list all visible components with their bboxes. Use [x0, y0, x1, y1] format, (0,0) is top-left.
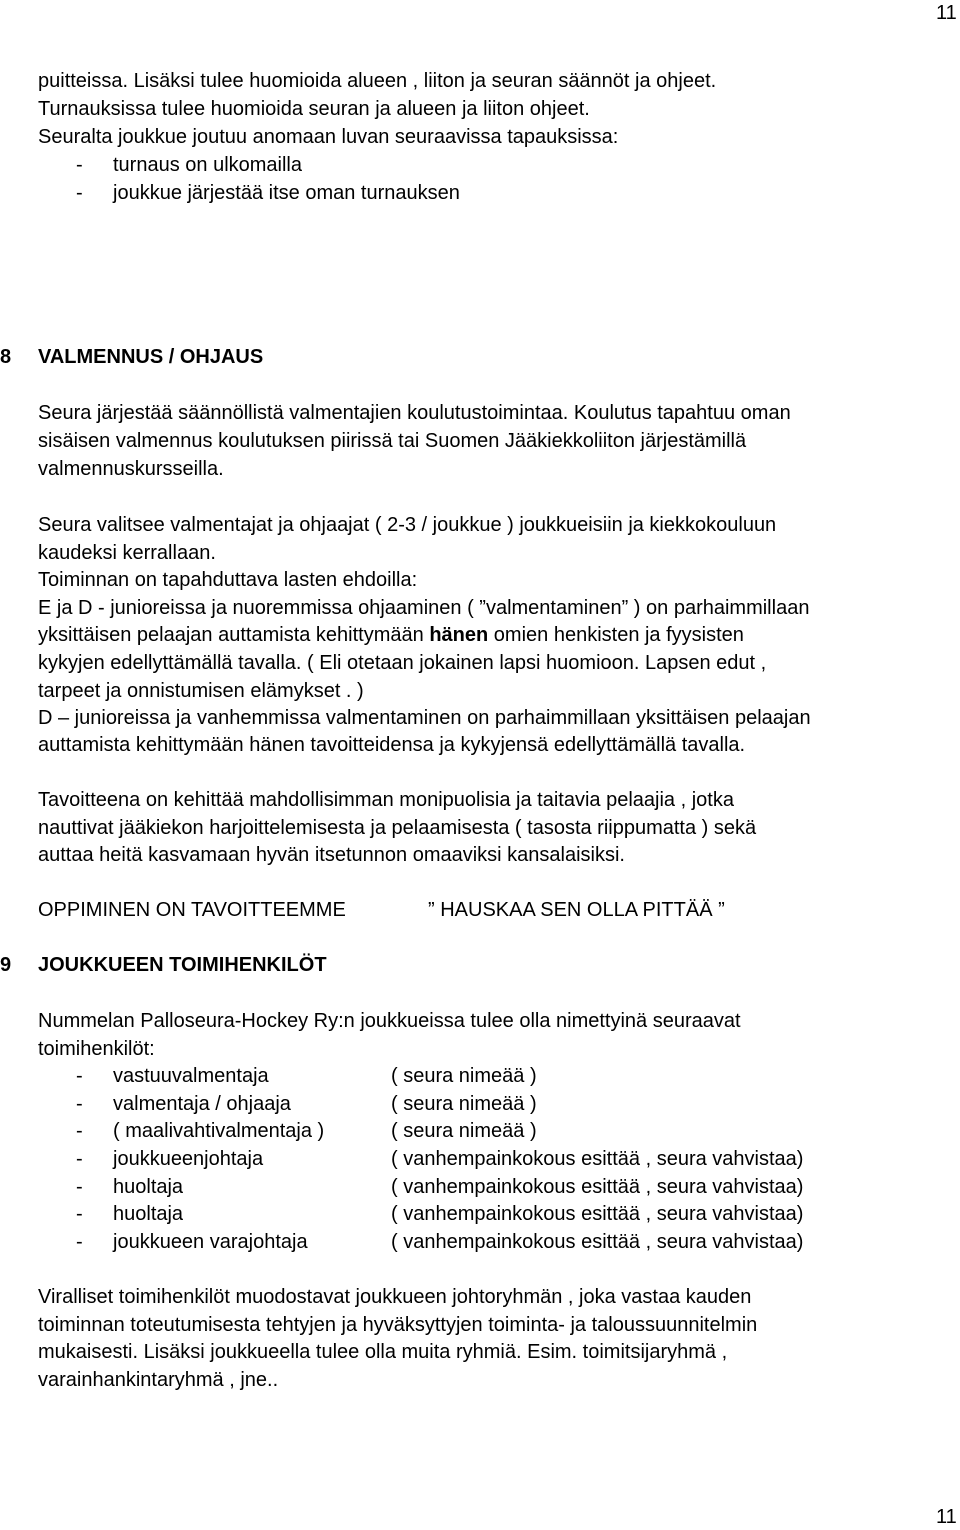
section-8-paragraph-line: Seura järjestää säännöllistä valmentajien koulutustoimintaa. Koulutus tapahtuu oman: [38, 402, 791, 424]
motto-right: ” HAUSKAA SEN OLLA PITTÄÄ ”: [428, 899, 725, 921]
role-dash: -: [76, 1148, 83, 1170]
section-9-closing-line: Viralliset toimihenkilöt muodostavat joukkueen johtoryhmän , joka vastaa kauden: [38, 1286, 752, 1308]
section-8-paragraph-line: tarpeet ja onnistumisen elämykset . ): [38, 680, 364, 702]
role-note: ( vanhempainkokous esittää , seura vahvistaa): [391, 1231, 804, 1253]
section-8-paragraph-line: E ja D - junioreissa ja nuoremmissa ohjaaminen ( ”valmentaminen” ) on parhaimmillaan: [38, 597, 810, 619]
page-number-bottom: 11: [936, 1506, 957, 1528]
role-dash: -: [76, 1065, 83, 1087]
text-segment: omien henkisten ja fyysisten: [488, 624, 744, 646]
section-8-paragraph-line: auttaa heitä kasvamaan hyvän itsetunnon omaaviksi kansalaisiksi.: [38, 844, 625, 866]
section-8-paragraph-line: D – junioreissa ja vanhemmissa valmentaminen on parhaimmillaan yksittäisen pelaajan: [38, 707, 811, 729]
section-9-intro-line: toimihenkilöt:: [38, 1038, 155, 1060]
section-9-closing-line: varainhankintaryhmä , jne..: [38, 1369, 279, 1391]
role-note: ( vanhempainkokous esittää , seura vahvistaa): [391, 1148, 804, 1170]
role-name: vastuuvalmentaja: [113, 1065, 269, 1087]
role-note: ( seura nimeää ): [391, 1065, 537, 1087]
section-9-closing-line: toiminnan toteutumisesta tehtyjen ja hyväksyttyjen toiminta- ja taloussuunnitelmin: [38, 1314, 758, 1336]
role-dash: -: [76, 1176, 83, 1198]
section-9-number: 9: [0, 954, 12, 976]
bullet-dash: -: [76, 154, 83, 176]
section-8-paragraph-line: kykyjen edellyttämällä tavalla. ( Eli otetaan jokainen lapsi huomioon. Lapsen edut ,: [38, 652, 767, 674]
role-name: joukkueen varajohtaja: [113, 1231, 308, 1253]
role-name: huoltaja: [113, 1203, 184, 1225]
role-name: huoltaja: [113, 1176, 184, 1198]
section-8-paragraph-line: auttamista kehittymään hänen tavoitteidensa ja kykyjensä edellyttämällä tavalla.: [38, 734, 746, 756]
section-8-title: VALMENNUS / OHJAUS: [38, 346, 264, 368]
bullet-dash: -: [76, 182, 83, 204]
role-dash: -: [76, 1093, 83, 1115]
role-note: ( vanhempainkokous esittää , seura vahvistaa): [391, 1203, 804, 1225]
intro-line: Seuralta joukkue joutuu anomaan luvan seuraavissa tapauksissa:: [38, 126, 619, 148]
role-name: ( maalivahtivalmentaja ): [113, 1120, 325, 1142]
section-8-paragraph-line: kaudeksi kerrallaan.: [38, 542, 216, 564]
bullet-item: joukkue järjestää itse oman turnauksen: [113, 182, 460, 204]
intro-line: puitteissa. Lisäksi tulee huomioida alueen , liiton ja seuran säännöt ja ohjeet.: [38, 70, 717, 92]
bullet-item: turnaus on ulkomailla: [113, 154, 302, 176]
role-note: ( vanhempainkokous esittää , seura vahvistaa): [391, 1176, 804, 1198]
section-9-intro-line: Nummelan Palloseura-Hockey Ry:n joukkueissa tulee olla nimettyinä seuraavat: [38, 1010, 741, 1032]
page-number-top: 11: [936, 2, 957, 24]
role-note: ( seura nimeää ): [391, 1120, 537, 1142]
section-8-paragraph-line: sisäisen valmennus koulutuksen piirissä tai Suomen Jääkiekkoliiton järjestämillä: [38, 430, 747, 452]
section-8-paragraph-line: valmennuskursseilla.: [38, 458, 224, 480]
section-8-paragraph-line: Tavoitteena on kehittää mahdollisimman monipuolisia ja taitavia pelaajia , jotka: [38, 789, 734, 811]
role-name: valmentaja / ohjaaja: [113, 1093, 291, 1115]
section-8-number: 8: [0, 346, 12, 368]
section-8-paragraph-line: Seura valitsee valmentajat ja ohjaajat ( 2-3 / joukkue ) joukkueisiin ja kiekkokouluun: [38, 514, 777, 536]
role-dash: -: [76, 1120, 83, 1142]
section-9-closing-line: mukaisesti. Lisäksi joukkueella tulee olla muita ryhmiä. Esim. toimitsijaryhmä ,: [38, 1341, 728, 1363]
role-dash: -: [76, 1203, 83, 1225]
role-dash: -: [76, 1231, 83, 1253]
text-segment: yksittäisen pelaajan auttamista kehittymään: [38, 624, 430, 646]
role-name: joukkueenjohtaja: [113, 1148, 264, 1170]
section-8-paragraph-line: nauttivat jääkiekon harjoittelemisesta ja pelaamisesta ( tasosta riippumatta ) sekä: [38, 817, 757, 839]
role-note: ( seura nimeää ): [391, 1093, 537, 1115]
intro-line: Turnauksissa tulee huomioida seuran ja alueen ja liiton ohjeet.: [38, 98, 590, 120]
motto-left: OPPIMINEN ON TAVOITTEEMME: [38, 899, 346, 921]
section-8-paragraph-line: Toiminnan on tapahduttava lasten ehdoilla:: [38, 569, 418, 591]
emphasis-text: hänen: [429, 624, 489, 646]
section-8-paragraph-line: [38, 621, 744, 649]
section-9-title: JOUKKUEEN TOIMIHENKILÖT: [38, 954, 327, 976]
